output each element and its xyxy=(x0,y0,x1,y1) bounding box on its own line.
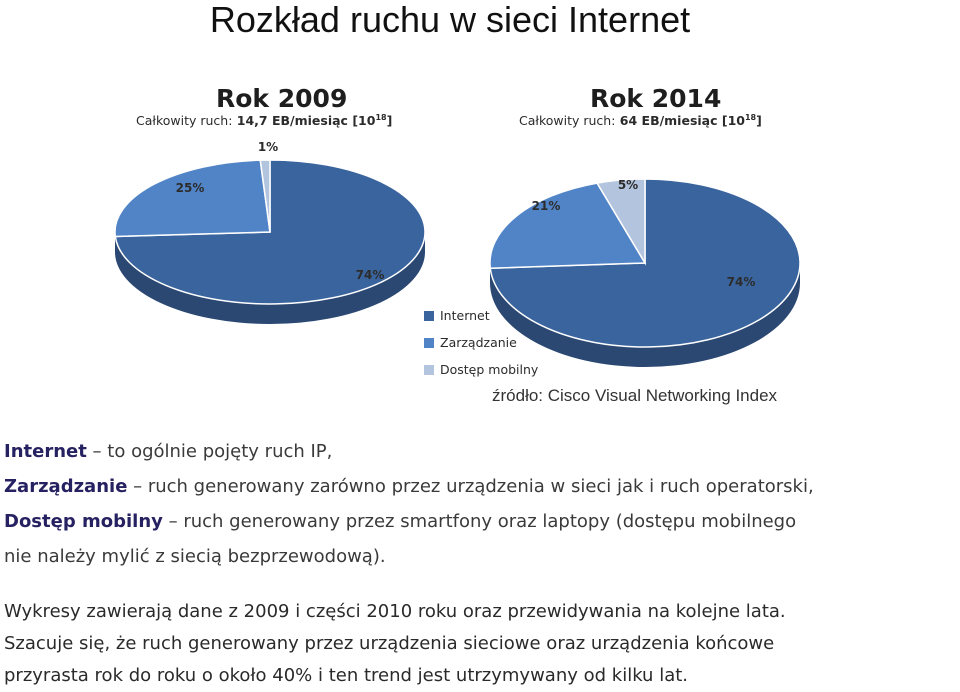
subtitle-close: ] xyxy=(756,113,762,129)
legend-swatch xyxy=(424,338,434,348)
chart-legend xyxy=(424,302,538,383)
legend-item-dostep-mobilny xyxy=(424,356,538,383)
definition-text: – ruch generowany przez smartfony oraz laptopy (dostępu mobilnego xyxy=(162,511,797,532)
subtitle-value: 14,7 EB/miesiąc [10 xyxy=(236,113,376,129)
definition-term: Dostęp mobilny xyxy=(4,511,163,532)
definition-dostep-mobilny xyxy=(4,504,960,539)
legend-item-zarzadzanie xyxy=(424,329,538,356)
definition-term: Zarządzanie xyxy=(4,476,128,497)
note-line: przyrasta rok do roku o około 40% i ten trend jest utrzymywany od kilku lat. xyxy=(4,665,688,686)
subtitle-lead: Całkowity ruch: xyxy=(136,113,233,129)
legend-item-internet xyxy=(424,302,538,329)
definition-text: – to ogólnie pojęty ruch IP, xyxy=(86,441,333,462)
pie-slice-label: 25% xyxy=(175,181,205,195)
pie-slice-label: 1% xyxy=(257,140,279,154)
definition-term: Internet xyxy=(4,441,87,462)
definition-continuation: nie należy mylić z siecią bezprzewodową). xyxy=(4,546,386,567)
legend-swatch xyxy=(424,365,434,375)
subtitle-lead: Całkowity ruch: xyxy=(519,113,616,129)
source-note: źródło: Cisco Visual Networking Index xyxy=(492,386,778,405)
legend-label: Internet xyxy=(440,308,490,323)
definitions xyxy=(4,434,960,574)
legend-label: Dostęp mobilny xyxy=(440,362,539,377)
chart-title-2009: Rok 2009 xyxy=(216,84,348,113)
subtitle-close: ] xyxy=(386,113,393,129)
legend-swatch xyxy=(424,311,434,321)
legend-label: Zarządzanie xyxy=(440,335,517,350)
definition-zarzadzanie xyxy=(4,469,960,504)
chart-title-2014: Rok 2014 xyxy=(590,84,722,113)
subtitle-value: 64 EB/miesiąc [10 xyxy=(619,113,745,129)
notes xyxy=(4,596,960,692)
subtitle-exponent: 18 xyxy=(375,113,387,122)
pie-slice-zarządzanie xyxy=(115,160,270,236)
slide-title: Rozkład ruchu w sieci Internet xyxy=(209,0,691,40)
pie-0 xyxy=(115,140,425,324)
definition-text: – ruch generowany zarówno przez urządzenia w sieci jak i ruch operatorski, xyxy=(127,476,814,497)
definition-internet xyxy=(4,434,960,469)
pie-slice-label: 5% xyxy=(617,178,639,192)
pie-slice-label: 21% xyxy=(531,199,561,213)
subtitle-exponent: 18 xyxy=(744,113,757,122)
pie-slice-label: 74% xyxy=(726,275,756,289)
note-line: Szacuje się, że ruch generowany przez urządzenia sieciowe oraz urządzenia końcowe xyxy=(4,633,775,654)
pie-slice-label: 74% xyxy=(355,268,385,282)
note-line: Wykresy zawierają dane z 2009 i części 2010 roku oraz przewidywania na kolejne lata. xyxy=(4,601,786,622)
